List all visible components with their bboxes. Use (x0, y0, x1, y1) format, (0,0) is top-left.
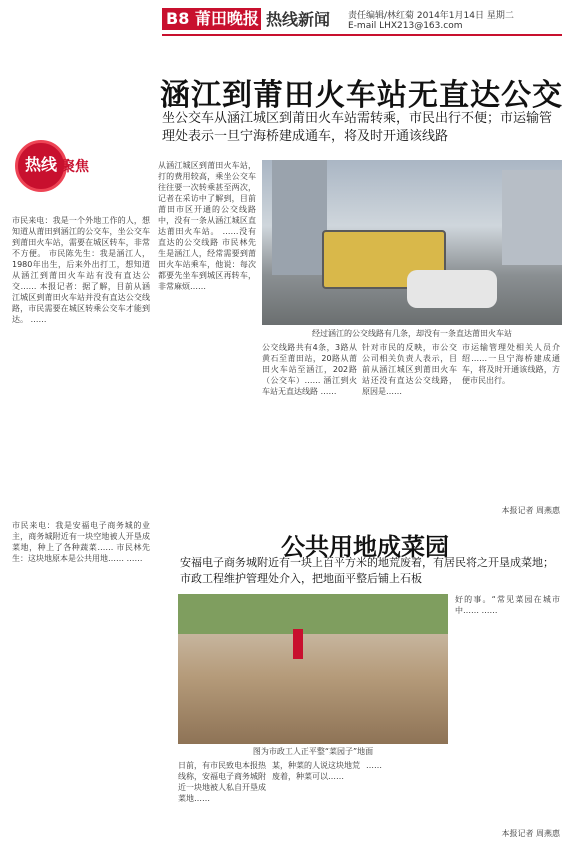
story2-photo (178, 594, 448, 744)
building-shape (272, 160, 327, 275)
story1-author: 本报记者 周燕惠 (501, 506, 560, 515)
story2-col3: 某，种菜的人说这块地荒废着，种菜可以…… (272, 761, 360, 781)
editor-date-line: 责任编辑/林红菊 2014年1月14日 星期二 (348, 11, 514, 21)
story1-photo-caption: 经过涵江的公交线路有几条，却没有一条直达莆田火车站 (312, 329, 512, 338)
email-line: E-mail LHX213@163.com (348, 21, 463, 31)
page-label: B8 莆田晚报 (162, 8, 261, 30)
story2-col4: …… (366, 761, 382, 770)
story2-author: 本报记者 周燕惠 (501, 829, 560, 838)
story1-photo (262, 160, 562, 325)
story2-photo-caption: 图为市政工人正平整“菜园子”地面 (252, 747, 374, 756)
story1-col3: 公交线路共有4条，3路从黄石至莆田站，20路从莆田火车站至涵江，202路（公交车）…… 涵江到火车站无直达线路 …… (262, 343, 357, 396)
badge-text-2: 聚焦 (61, 159, 89, 175)
badge-text-1: 热线 (25, 155, 58, 174)
story2-col5: 好的事。“常见菜园在城市中…… …… (455, 595, 560, 615)
grass-shape (178, 594, 448, 634)
story2-mid-column: 日前，有市民致电本报热线称，安福电子商务城附近一块地被人私自开垦成菜地…… (178, 761, 266, 803)
section-title: 热线新闻 (266, 10, 331, 29)
building-shape (502, 170, 562, 265)
story2-headline: 公共用地成菜园 (281, 533, 449, 561)
story1-left-column: 市民来电：我是一个外地工作的人，想知道从莆田到涵江的公交车，坐公交车到莆田火车站，需要在城区转车，非常不方便。 市民陈先生：我是涵江人，1980年出生，后来外出打工，想知道从涵江到莆田火车站有没有直达公交…… 本报记者：据了解，目前从涵江城区到莆田火车站并没有直达公交线路，市民需要在城区转乘公交车才能到达。 …… (12, 216, 150, 324)
header-rule (162, 34, 562, 36)
page-header (0, 0, 570, 38)
story1-subhead: 坐公交车从涵江城区到莆田火车站需转乘，市民出行不便；市运输管理处表示一旦宁海桥建成通车，将及时开通该线路 (162, 111, 553, 144)
car-shape (407, 270, 497, 308)
worker-shape (293, 629, 303, 659)
story2-left-column: 市民来电：我是安福电子商务城的业主，商务城附近有一块空地被人开垦成菜地，种上了各种蔬菜…… 市民林先生：这块地原本是公共用地…… …… (12, 521, 150, 563)
story1-mid-column: 从涵江城区到莆田火车站，打的费用较高，乘坐公交车往往要一次转乘甚至两次，记者在采访中了解到，目前莆田市区开通的公交线路中，没有一条从涵江城区直达莆田火车站。 ……没有直达的公交线路 市民林先生是涵江人，经常需要到莆田火车站乘车，他说：每次都要先坐车到城区再转车，非常麻烦…… (158, 161, 256, 291)
story1-col4: 针对市民的反映，市公交公司相关负责人表示，目前从涵江城区到莆田火车站还没有直达公交线路，原因是…… (362, 343, 457, 396)
story2-subhead: 安福电子商务城附近有一块上百平方米的地荒废着，有居民将之开垦成菜地；市政工程维护管理处介入，把地面平整后铺上石板 (180, 556, 554, 585)
hotline-badge (15, 140, 135, 198)
story1-headline: 涵江到莆田火车站无直达公交 (160, 78, 563, 113)
story1-col5: 市运输管理处相关人员介绍……一旦宁海桥建成通车，将及时开通该线路，方便市民出行。 (462, 343, 560, 385)
